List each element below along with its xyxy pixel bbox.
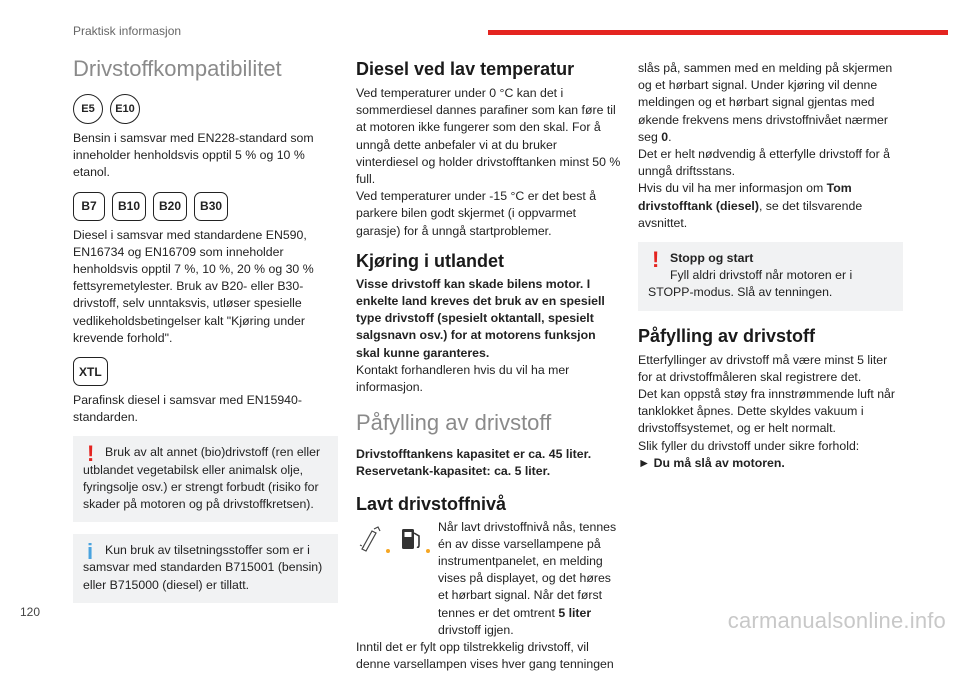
fuel-warning-lamps (356, 523, 432, 553)
info-note (73, 534, 338, 603)
text-diesel-1: Ved temperaturer under 0 °C kan det i sommerdiesel dannes parafiner som kan føre til at motoren ikke fungerer som den skal. For å unngå dette anbefaler vi at du bruker vinterdiesel og holder drivstofftanken minst 50 % full. (356, 86, 621, 187)
fuel-badge-b20: B20 (153, 192, 187, 221)
warning-icon: ! (87, 441, 95, 467)
text-continued-3a: Hvis du vil ha mer informasjon om (638, 181, 824, 196)
text-refuel-2: Det kan oppstå støy fra innstrømmende luft når tanklokket åpnes. Dette skyldes vakuum i drivstoffsystemet, og er helt normalt. (638, 387, 895, 436)
warning-icon: ! (652, 247, 660, 273)
stop-start-warning (638, 242, 903, 311)
text-biodiesel: Diesel i samsvar med standardene EN590, EN16734 og EN16709 som inneholder henholdsvis opptil 7 %, 10 %, 20 % og 30 % fettsyremetylester. Bruk av B20- eller B30-drivstoff, selv unntaksvis, utløser spesielle vedlikeholdsbetingelser kalt "Kjøring under krevende forhold". (73, 227, 314, 345)
column-right (638, 50, 903, 472)
page-number: 120 (20, 605, 41, 619)
heading-driving-abroad: Kjøring i utlandet (356, 250, 504, 271)
text-low-fuel-3: Inntil det er fylt opp tilstrekkelig drivstoff, vil denne varsellampen vises hver gang tenningen (356, 640, 614, 672)
warning-text: Bruk av alt annet (bio)drivstoff (ren eller utblandet vegetabilsk eller animalsk olje, fyringsolje osv.) er strengt forbudt (risiko for skader på motoren og på drivstoffkretsen). (83, 445, 321, 512)
watermark: carmanualsonline.info (727, 608, 946, 633)
heading-refuelling-bold: Påfylling av drivstoff (638, 325, 816, 346)
text-abroad: Kontakt forhandleren hvis du vil ha mer informasjon. (356, 362, 570, 395)
heading-diesel-low-temp: Diesel ved lav temperatur (356, 59, 575, 79)
text-abroad-bold: Visse drivstoff kan skade bilens motor. I enkelte land kreves det bruk av en spesiell type drivstoff (spesielt oktantall, spesielt salgsnavn osv.) for at motorens funksjon skal kunne garanteres. (356, 276, 605, 360)
warning-note (73, 436, 338, 522)
info-text: Kun bruk av tilsetningsstoffer som er i samsvar med standarden B715001 (bensin) eller B715000 (diesel) er tillatt. (83, 543, 323, 592)
text-low-fuel-intro (438, 519, 621, 639)
section-title-fuel-compatibility: Drivstoffkompatibilitet (73, 56, 282, 81)
text-xtl: Parafinsk diesel i samsvar med EN15940-standarden. (73, 393, 302, 425)
text-diesel-2: Ved temperaturer under -15 °C er det best å parkere bilen godt skjermet (i oppvarmet garasje) for å unngå startproblemer. (356, 189, 597, 238)
heading-refuelling: Påfylling av drivstoff (356, 410, 552, 436)
stop-start-title: Stopp og start (670, 251, 754, 266)
arrow-icon: ► (638, 455, 651, 470)
fuel-pump-outline-icon (356, 523, 392, 553)
text-continued-3b: , se det tilsvarende avsnittet. (638, 198, 863, 230)
text-refuel-1: Etterfyllinger av drivstoff må være minst 5 liter for at drivstoffmåleren skal registrere det. (638, 352, 888, 384)
low-fuel-block (356, 519, 621, 639)
badges-xtl (73, 357, 338, 386)
text-continued-2: Det er helt nødvendig å etterfylle drivstoff for å unngå driftsstans. (638, 147, 890, 179)
badges-ethanol (73, 94, 338, 124)
amber-dot (386, 549, 390, 553)
text-ethanol: Bensin i samsvar med EN228-standard som inneholder henholdsvis opptil 5 % og 10 % etanol. (73, 131, 314, 180)
stop-start-text: Fyll aldri drivstoff når motoren er i STOPP-modus. Slå av tenningen. (648, 268, 853, 300)
fuel-badge-b10: B10 (112, 192, 146, 221)
text-low-fuel-2: drivstoff igjen. (438, 622, 514, 637)
text-continued-1a: slås på, sammen med en melding på skjermen og et hørbart signal. Under kjøring vil denne meldingen og et hørbart signal gjentas med økende frekvens mens drivstoffnivået nærmer seg (638, 61, 893, 144)
column-middle (356, 50, 621, 673)
fuel-badge-xtl: XTL (73, 357, 108, 386)
header-accent-bar (488, 30, 948, 35)
text-link-empty-tank: Tom drivstofftank (diesel) (638, 181, 852, 213)
badges-biodiesel (73, 192, 338, 221)
info-icon: i (87, 539, 94, 565)
heading-low-fuel: Lavt drivstoffnivå (356, 493, 507, 514)
page-header-title: Praktisk informasjon (73, 24, 182, 38)
fuel-pump-icon (396, 523, 432, 553)
text-continued-1 (638, 60, 903, 146)
step-text: Du må slå av motoren. (653, 455, 785, 470)
amber-dot (426, 549, 430, 553)
text-low-fuel-liters: 5 liter (558, 605, 592, 620)
fuel-badge-e10: E10 (110, 94, 140, 124)
text-capacity: Drivstofftankens kapasitet er ca. 45 liter. (356, 447, 592, 462)
text-continued-1-end: . (668, 129, 672, 144)
column-left (73, 50, 338, 603)
fuel-badge-b30: B30 (194, 192, 228, 221)
text-reserve: Reservetank-kapasitet: ca. 5 liter. (356, 464, 551, 479)
step-turn-off-engine (638, 455, 903, 472)
fuel-badge-b7: B7 (73, 192, 105, 221)
text-refuel-3: Slik fyller du drivstoff under sikre forhold: (638, 438, 860, 453)
fuel-badge-e5: E5 (73, 94, 103, 124)
text-level-zero: 0 (661, 129, 669, 144)
text-low-fuel-1: Når lavt drivstoffnivå nås, tennes én av disse varsellampene på instrumentpanelet, en melding vises på displayet, og det høres et hørbart signal. Når det først tennes er det omtrent (438, 519, 617, 620)
text-continued-3 (638, 180, 903, 232)
